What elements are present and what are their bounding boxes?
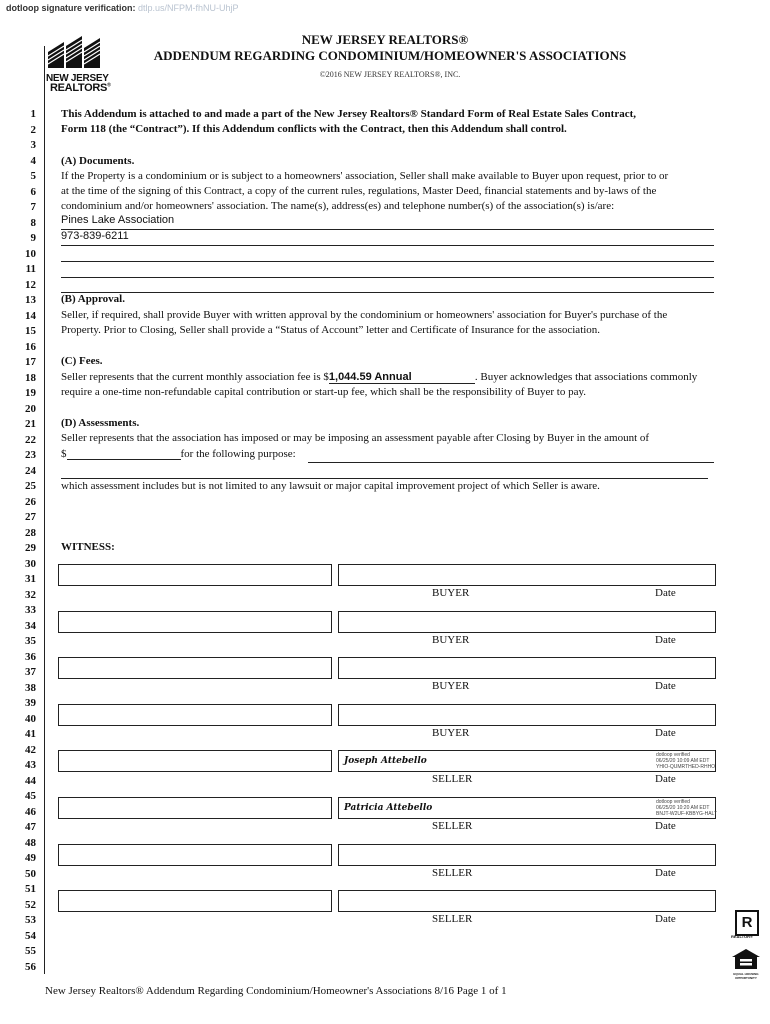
line-number: 55 xyxy=(25,945,36,957)
line-number: 14 xyxy=(25,309,36,322)
section-b-line-2: Property. Prior to Closing, Seller shall provide a “Status of Account” letter and Certificate of Insurance for the association. xyxy=(61,324,601,336)
line-number: 16 xyxy=(25,340,36,353)
line-number: 25 xyxy=(25,480,36,492)
witness-field[interactable] xyxy=(58,750,332,772)
date-label: Date xyxy=(655,820,676,832)
blank-field-line[interactable] xyxy=(61,292,714,293)
line-number: 36 xyxy=(25,650,36,663)
section-a-line-3: condominium and/or homeowners' association. The name(s), address(es) and telephone number(s) of the association(s) is/are: xyxy=(61,200,615,212)
realtor-label: REALTOR® xyxy=(731,934,753,939)
date-label: Date xyxy=(655,773,676,786)
section-d-line-1: Seller represents that the association has imposed or may be imposing an assessment payable after Closing by Buyer in the amount of xyxy=(61,432,650,444)
line-number: 18 xyxy=(25,371,36,384)
line-number: 43 xyxy=(25,759,36,771)
witness-field[interactable] xyxy=(58,844,332,866)
line-number: 23 xyxy=(25,449,36,461)
section-d-heading: (D) Assessments. xyxy=(61,417,140,429)
line-number: 5 xyxy=(30,170,36,182)
line-number: 54 xyxy=(25,929,36,942)
section-c-heading: (C) Fees. xyxy=(61,355,103,367)
blank-field-line[interactable] xyxy=(61,277,714,278)
witness-field[interactable] xyxy=(58,890,332,912)
logo-line1: NEW JERSEY xyxy=(46,73,109,84)
line-number: 35 xyxy=(25,635,36,647)
purpose-field-2[interactable] xyxy=(61,478,708,479)
date-label: Date xyxy=(655,866,676,879)
line-number: 52 xyxy=(25,898,36,911)
line-number: 47 xyxy=(25,821,36,833)
line-number: 46 xyxy=(25,805,36,818)
signer-role-label: BUYER xyxy=(432,633,470,646)
association-phone-field[interactable]: 973-839-6211 xyxy=(61,230,129,242)
form-title: NEW JERSEY REALTORS® xyxy=(301,32,469,47)
signature-image: Joseph Attebello xyxy=(344,756,427,767)
equal-housing-label: EQUAL HOUSING OPPORTUNITY xyxy=(733,972,759,980)
line-number: 21 xyxy=(25,418,36,430)
line-number: 1 xyxy=(30,108,36,120)
signature-image: Patricia Attebello xyxy=(344,803,433,813)
signer-role-label: BUYER xyxy=(432,680,470,693)
intro-line-2: Form 118 (the “Contract”). If this Addendum conflicts with the Contract, then this Addendum shall control. xyxy=(61,123,567,135)
section-d-line-2 xyxy=(61,448,296,460)
line-number: 44 xyxy=(25,774,36,787)
line-number: 34 xyxy=(25,619,36,632)
line-number: 40 xyxy=(25,712,36,725)
line-number: 27 xyxy=(25,511,36,523)
section-d-line-3: which assessment includes but is not limited to any lawsuit or major capital improvement project of which Seller is aware. xyxy=(61,480,600,492)
logo-mark: ® xyxy=(107,82,111,89)
seller-signature-field[interactable] xyxy=(338,890,716,912)
line-number: 31 xyxy=(25,573,36,585)
line-number: 13 xyxy=(25,294,36,306)
line-number: 41 xyxy=(25,728,36,740)
signer-role-label: BUYER xyxy=(432,587,470,599)
line-number: 37 xyxy=(25,666,36,678)
signature-verification xyxy=(6,3,239,13)
line-number: 4 xyxy=(30,154,36,167)
buyer-signature-field[interactable] xyxy=(338,611,716,633)
line-number: 42 xyxy=(25,743,36,756)
association-name-field[interactable]: Pines Lake Association xyxy=(61,214,175,226)
logo-line2-text: REALTORS xyxy=(50,82,108,94)
section-b-line-1: Seller, if required, shall provide Buyer with written approval by the condominium or homeowners' association for Buyer's purchase of the xyxy=(61,309,668,321)
line-number: 33 xyxy=(25,604,36,616)
equal-housing-icon xyxy=(731,948,761,970)
line-number: 17 xyxy=(25,356,36,368)
line-number: 6 xyxy=(30,185,36,198)
line-number: 29 xyxy=(25,542,36,554)
buyer-signature-field[interactable] xyxy=(338,564,716,586)
line-number: 24 xyxy=(25,464,36,477)
line-number: 49 xyxy=(25,852,36,864)
buyer-signature-field[interactable] xyxy=(338,657,716,679)
date-label: Date xyxy=(655,587,676,599)
form-subtitle: ADDENDUM REGARDING CONDOMINIUM/HOMEOWNER'S ASSOCIATIONS xyxy=(153,48,627,63)
line-number: 50 xyxy=(25,867,36,880)
date-label: Date xyxy=(655,913,676,926)
section-b-heading: (B) Approval. xyxy=(61,293,125,305)
line-number: 19 xyxy=(25,387,36,399)
verification-label: dotloop signature verification: xyxy=(6,3,136,13)
dollar-sign: $ xyxy=(61,448,67,460)
line-number: 38 xyxy=(25,681,36,694)
line-number: 7 xyxy=(30,201,36,213)
line-number: 10 xyxy=(25,247,36,260)
line-number: 8 xyxy=(30,216,36,229)
line-number: 39 xyxy=(25,697,36,709)
witness-field[interactable] xyxy=(58,797,332,819)
line-number: 53 xyxy=(25,914,36,926)
line-number: 11 xyxy=(25,263,36,275)
fee-text-post: . Buyer acknowledges that associations commonly xyxy=(474,371,698,383)
line-number: 45 xyxy=(25,790,36,802)
signer-role-label: BUYER xyxy=(432,726,470,739)
section-a-line-2: at the time of the signing of this Contract, a copy of the current rules, regulations, Master Deed, financial statements and by-laws of the xyxy=(61,185,657,197)
witness-field[interactable] xyxy=(58,704,332,726)
line-number: 26 xyxy=(25,495,36,508)
field-underline xyxy=(61,245,714,246)
date-label: Date xyxy=(655,726,676,739)
fee-text-pre: Seller represents that the current monthly association fee is $ xyxy=(61,371,329,383)
field-underline xyxy=(61,229,714,230)
assessment-amount-field[interactable] xyxy=(67,448,181,460)
seller-signature-field[interactable] xyxy=(338,844,716,866)
buyer-signature-field[interactable] xyxy=(338,704,716,726)
section-a-heading: (A) Documents. xyxy=(61,155,135,167)
copyright: ©2016 NEW JERSEY REALTORS®, INC. xyxy=(319,70,461,79)
line-number: 22 xyxy=(25,433,36,446)
page-footer: New Jersey Realtors® Addendum Regarding Condominium/Homeowner's Associations 8/16 Page 1 of 1 xyxy=(45,985,507,997)
witness-field[interactable] xyxy=(58,657,332,679)
line-number: 9 xyxy=(30,232,36,244)
blank-field-line[interactable] xyxy=(61,261,714,262)
line-number: 15 xyxy=(25,325,36,337)
signer-role-label: SELLER xyxy=(432,820,473,832)
signer-role-label: SELLER xyxy=(432,773,473,786)
line-number: 30 xyxy=(25,557,36,570)
monthly-fee-field[interactable]: 1,044.59 Annual xyxy=(329,371,475,384)
line-number: 48 xyxy=(25,836,36,849)
witness-field[interactable] xyxy=(58,611,332,633)
section-c-line-2: require a one-time non-refundable capital contribution or start-up fee, which shall be the responsibility of Buyer to pay. xyxy=(61,386,586,398)
dotloop-verified-stamp: dotloop verified 06/25/20 10:20 AM EDT BNJT-W2UF-KBBYG-HALT xyxy=(656,799,718,817)
signer-role-label: SELLER xyxy=(432,913,473,926)
witness-field[interactable] xyxy=(58,564,332,586)
line-number: 3 xyxy=(30,139,36,151)
line-number: 51 xyxy=(25,883,36,895)
date-label: Date xyxy=(655,633,676,646)
logo-line2 xyxy=(50,82,110,94)
intro-line-1: This Addendum is attached to and made a part of the New Jersey Realtors® Standard Form of Real Estate Sales Contract, xyxy=(61,108,636,120)
line-number: 20 xyxy=(25,402,36,415)
dotloop-verified-stamp: dotloop verified 06/25/20 10:09 AM EDT YHIO-QUMRTHED-RHHO xyxy=(656,752,716,771)
purpose-field[interactable] xyxy=(308,462,714,463)
witness-label: WITNESS: xyxy=(61,541,115,553)
line-number: 56 xyxy=(25,960,36,973)
line-number: 12 xyxy=(25,278,36,291)
section-a-line-1: If the Property is a condominium or is subject to a homeowners' association, Seller shall make available to Buyer upon request, prior to or xyxy=(61,170,669,182)
line-number: 28 xyxy=(25,526,36,539)
section-c-line-1 xyxy=(61,371,697,384)
signer-role-label: SELLER xyxy=(432,866,473,879)
line-number: 2 xyxy=(30,123,36,136)
realtor-r-icon: R xyxy=(735,910,759,936)
line-number: 32 xyxy=(25,588,36,601)
date-label: Date xyxy=(655,680,676,693)
verification-link[interactable]: dtlp.us/NFPM-fhNU-UhjP xyxy=(138,3,239,13)
margin-rule xyxy=(44,46,45,974)
purpose-label: for the following purpose: xyxy=(180,448,296,460)
